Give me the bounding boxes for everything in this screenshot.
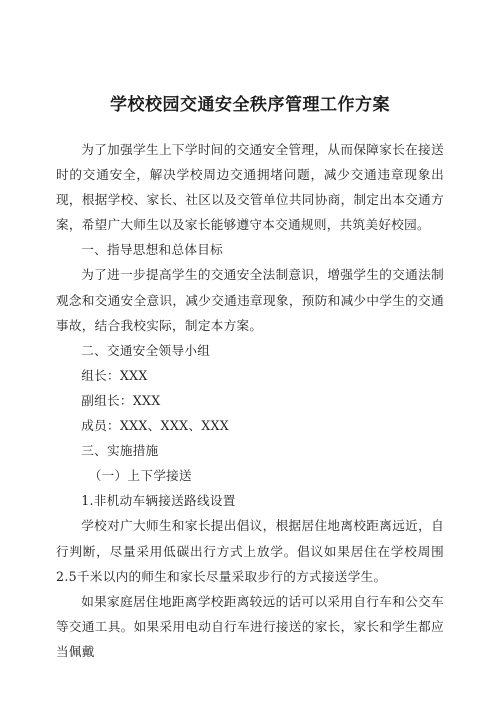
section-line: 一、指导思想和总体目标 xyxy=(81,242,224,258)
document-title: 学校校园交通安全秩序管理工作方案 xyxy=(110,95,390,115)
section-line: 组长：XXX xyxy=(81,367,148,383)
section-line: 成员：XXX、XXX、XXX xyxy=(81,418,230,434)
body-paragraph: 为了进一步提高学生的交通安全法制意识，增强学生的交通法制观念和交通安全意识，减少交通违章现象，预防和减少中学生的交通事故，结合我校实际，制定本方案。 xyxy=(56,267,444,333)
body-paragraph: 学校对广大师生和家长提出倡议，根据居住地离校距离远近，自行判断，尽量采用低碳出行方式上放学。倡议如果居住在学校周围2.5千米以内的师生和家长尽量采取步行的方式接送学生。 xyxy=(56,518,444,584)
section-line: 三、实施措施 xyxy=(81,443,159,459)
body-paragraph: 如果家庭居住地距离学校距离较远的话可以采用自行车和公交车等交通工具。如果采用电动自行车进行接送的家长，家长和学生都应当佩戴 xyxy=(56,593,444,659)
section-line: 二、交通安全领导小组 xyxy=(81,342,211,358)
section-line: 1.非机动车辆接送路线设置 xyxy=(81,493,236,509)
section-line: 副组长：XXX xyxy=(81,392,161,408)
subsection-heading: （一）上下学接送 xyxy=(88,468,192,484)
body-paragraph: 为了加强学生上下学时间的交通安全管理，从而保障家长在接送时的交通安全，解决学校周边交通拥堵问题，减少交通违章现象出现，根据学校、家长、社区以及交管单位共同协商，制定出本交通方案，希望广大师生以及家长能够遵守本交通规则，共筑美好校园。 xyxy=(56,142,444,233)
document-body xyxy=(56,137,444,664)
